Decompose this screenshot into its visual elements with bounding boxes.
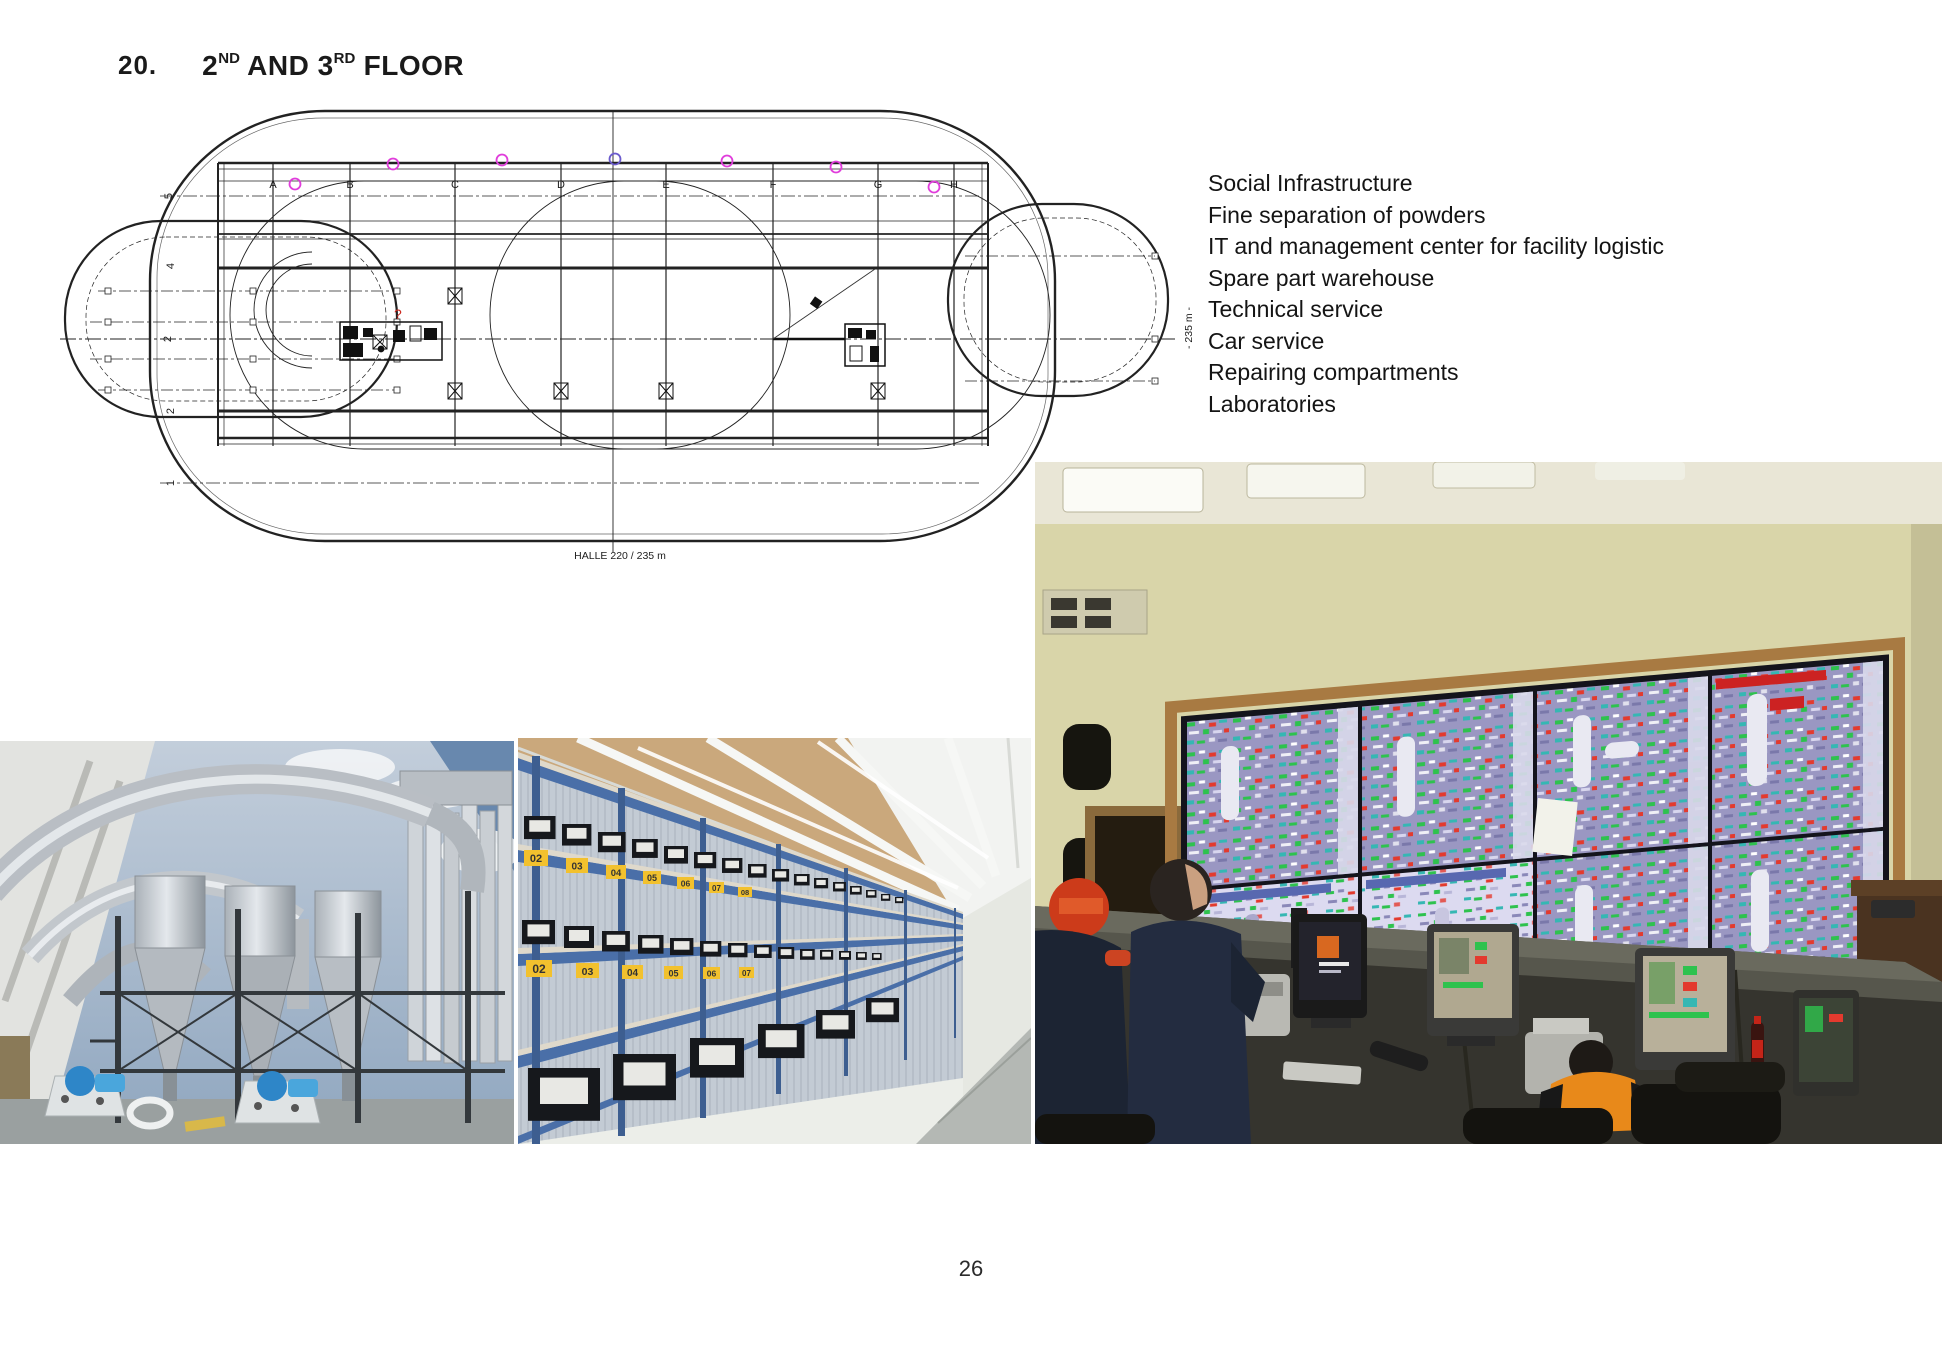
- tag-number: 06: [680, 878, 691, 889]
- tag-number: 03: [571, 861, 583, 873]
- page-heading: [118, 50, 464, 96]
- heading-index: 20.: [118, 50, 158, 80]
- wall-paper-sheet: [1532, 798, 1577, 856]
- printer-tray: [1533, 1018, 1589, 1034]
- plan-markers: [105, 253, 1158, 393]
- grid-column-label: B: [346, 179, 354, 191]
- plan-outlines: [65, 111, 1168, 541]
- grid-row-label: 2: [165, 407, 177, 415]
- tag-number: 07: [742, 969, 751, 978]
- tag-number: 06: [706, 968, 717, 979]
- hall-dimension-label: HALLE 220 / 235 m: [574, 550, 666, 562]
- feature-item: Repairing compartments: [1208, 359, 1459, 385]
- feature-list: [1208, 168, 1728, 420]
- feature-item: Technical service: [1208, 296, 1384, 322]
- grid-row-label: 4: [165, 262, 177, 270]
- grid-column-label: G: [873, 179, 883, 191]
- tag-number: 04: [626, 968, 639, 979]
- grid-column-label: C: [451, 179, 459, 191]
- wall-base: [0, 1036, 30, 1106]
- grid-column-label: H: [950, 179, 958, 191]
- warehouse-illustration: [518, 738, 1031, 1144]
- feature-item: IT and management center for facility logistic: [1208, 233, 1664, 259]
- photo-spare-part-warehouse: [518, 738, 1031, 1144]
- plan-left-lobe-lines: [90, 291, 400, 390]
- heading-title: [202, 50, 464, 82]
- heading-base1: 2: [202, 50, 219, 81]
- feature-item: Car service: [1208, 327, 1325, 354]
- grid-column-label: A: [269, 179, 277, 191]
- feature-item: Laboratories: [1208, 390, 1336, 417]
- wall-vent-grille: [1043, 590, 1147, 634]
- cyclones-illustration: [0, 741, 514, 1144]
- tag-number: 02: [529, 853, 543, 865]
- monitor-scada-2: [1635, 948, 1735, 1070]
- tag-number: 03: [581, 966, 594, 978]
- grid-row-label: 2: [162, 335, 174, 343]
- monitor-windows: [1293, 914, 1367, 1028]
- tag-number: 08: [740, 888, 750, 897]
- tag-number: 02: [532, 962, 546, 976]
- floor-plan-drawing: [60, 106, 1200, 574]
- grid-column-label: F: [769, 179, 777, 191]
- width-dimension-label: - 235 m -: [1183, 306, 1195, 350]
- grid-column-label: D: [557, 179, 565, 191]
- plan-right-lobe-lines: [965, 256, 1155, 381]
- heading-base2: 3: [317, 50, 334, 81]
- floor-plan-svg: [60, 106, 1200, 574]
- grid-row-label: 5: [163, 192, 175, 200]
- plan-survey-circles: [290, 154, 940, 193]
- heading-mid: AND: [239, 50, 318, 81]
- grid-row-label: 1: [165, 479, 177, 487]
- heading-tail: FLOOR: [355, 50, 465, 81]
- page-number: 26: [958, 1256, 984, 1281]
- monitor-scada-3: [1793, 990, 1859, 1096]
- tag-number: 05: [646, 873, 658, 883]
- photo-control-room: [1035, 462, 1942, 1144]
- tag-number: 04: [610, 868, 622, 879]
- page-footer: [0, 1256, 1942, 1282]
- photo-cyclone-separators: [0, 741, 514, 1144]
- control-room-illustration: [1035, 462, 1942, 1144]
- tag-number: 07: [712, 884, 721, 893]
- feature-item: Fine separation of powders: [1208, 201, 1486, 228]
- monitor-scada-1: [1427, 924, 1519, 1046]
- feature-item: Spare part warehouse: [1208, 264, 1435, 291]
- heading-sup1: ND: [218, 49, 240, 67]
- question-mark-annotation: ?: [394, 306, 402, 322]
- grid-column-label: E: [662, 179, 670, 191]
- tag-number: 05: [668, 968, 679, 979]
- heading-sup2: RD: [333, 49, 356, 67]
- feature-item: Social Infrastructure: [1208, 170, 1413, 196]
